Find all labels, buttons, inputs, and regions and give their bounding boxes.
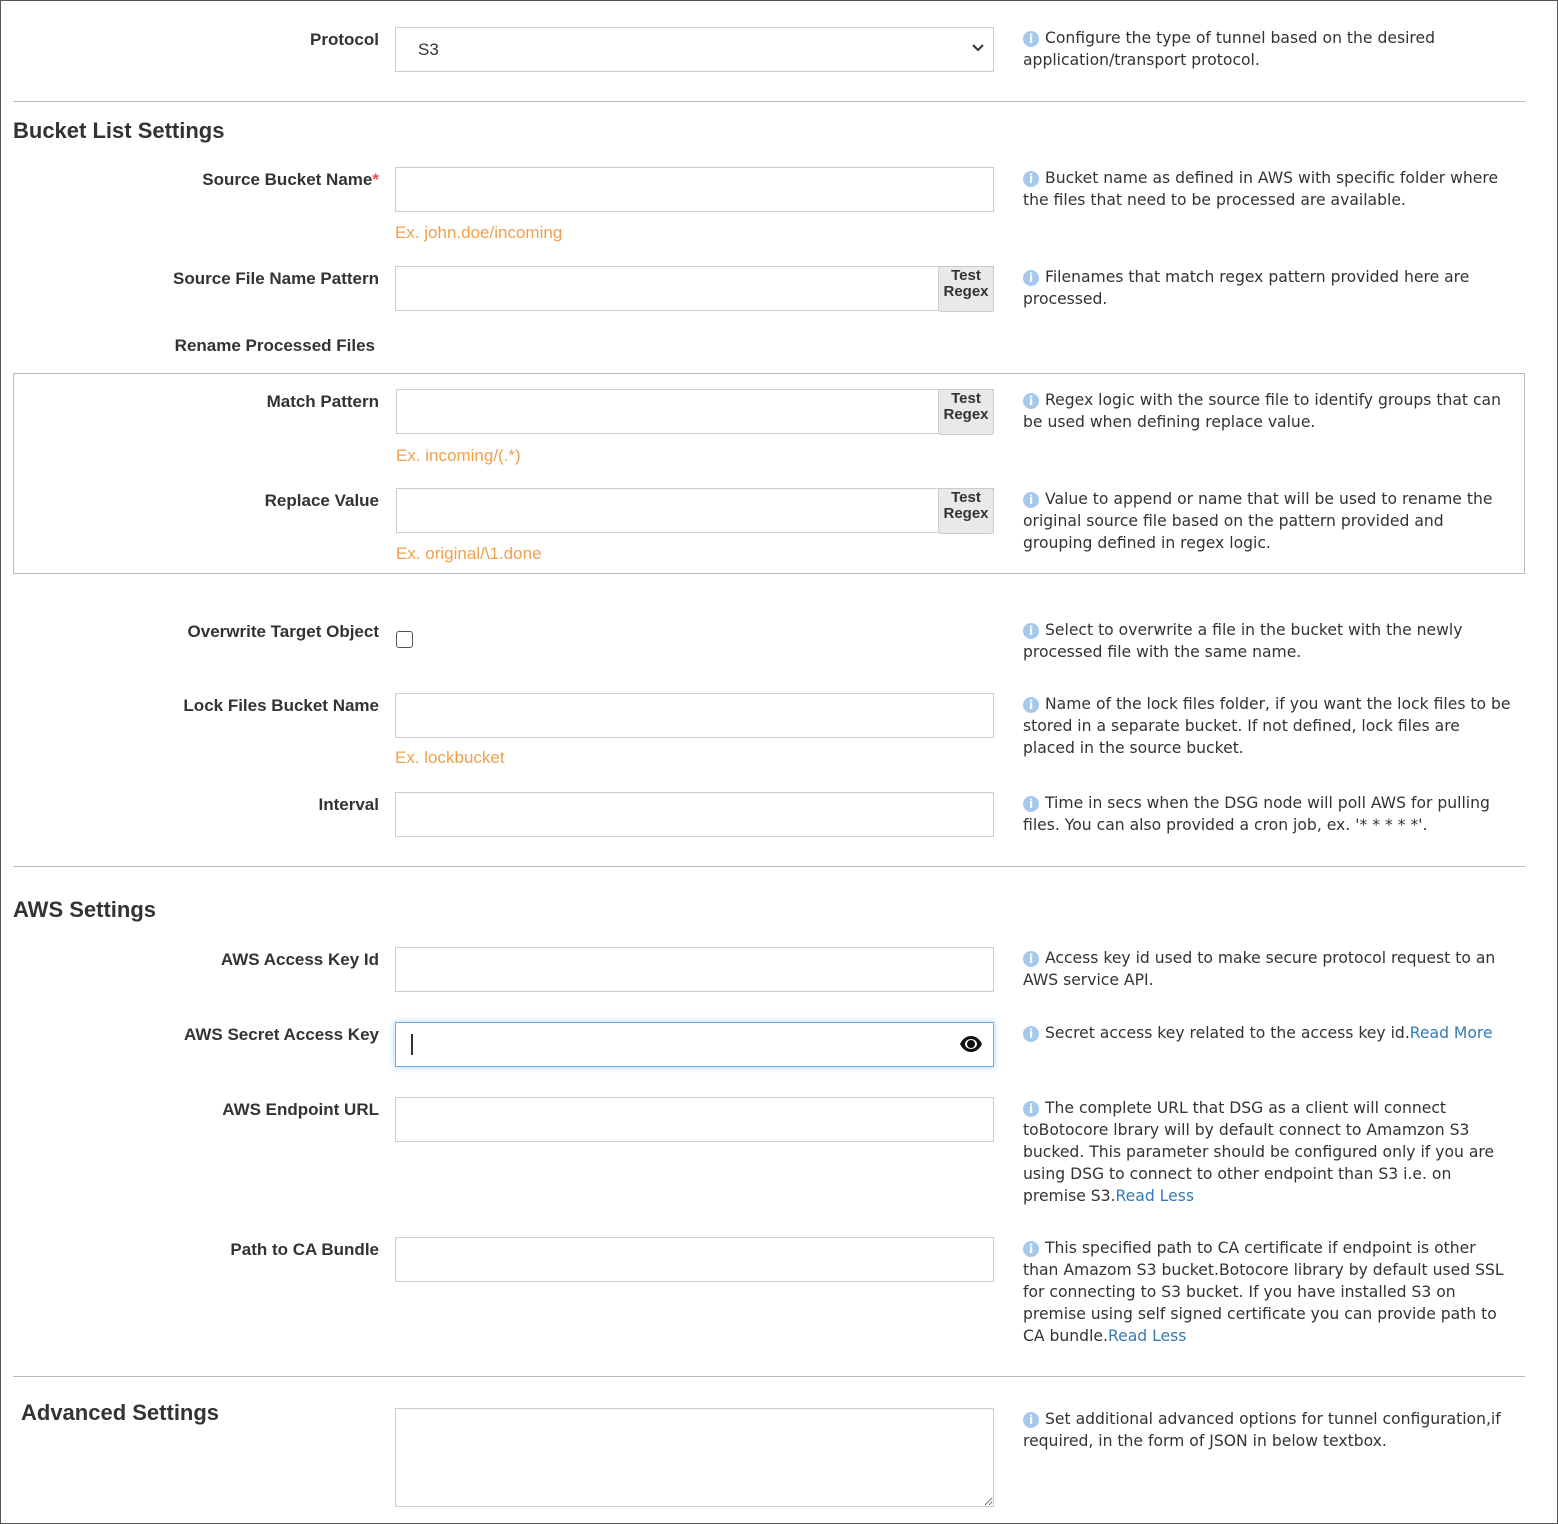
divider bbox=[13, 1376, 1525, 1377]
access-key-input[interactable] bbox=[395, 947, 994, 992]
secret-key-input[interactable] bbox=[395, 1022, 994, 1067]
chevron-down-icon bbox=[971, 40, 985, 54]
info-icon: i bbox=[1023, 171, 1039, 187]
advanced-section-title: Advanced Settings bbox=[21, 1400, 220, 1425]
info-icon: i bbox=[1023, 270, 1039, 286]
replace-value-hint: Ex. original/\1.done bbox=[396, 544, 542, 563]
source-pattern-label: Source File Name Pattern bbox=[173, 269, 379, 288]
match-pattern-input[interactable] bbox=[396, 389, 994, 434]
source-pattern-help: i Filenames that match regex pattern provided here are processed. bbox=[1023, 268, 1470, 308]
info-icon: i bbox=[1023, 1412, 1039, 1428]
secret-key-label: AWS Secret Access Key bbox=[184, 1025, 379, 1044]
text-cursor bbox=[411, 1034, 413, 1055]
aws-section-title: AWS Settings bbox=[13, 897, 157, 922]
endpoint-input[interactable] bbox=[395, 1097, 994, 1142]
ca-bundle-input[interactable] bbox=[395, 1237, 994, 1282]
info-icon: i bbox=[1023, 951, 1039, 967]
info-icon: i bbox=[1023, 623, 1039, 639]
match-pattern-hint: Ex. incoming/(.*) bbox=[396, 446, 521, 465]
source-pattern-input[interactable] bbox=[395, 266, 994, 311]
rename-title: Rename Processed Files bbox=[174, 336, 375, 355]
access-key-help: i Access key id used to make secure protocol request to an AWS service API. bbox=[1023, 949, 1496, 989]
interval-help: i Time in secs when the DSG node will poll AWS for pulling files. You can also provided a cron job, ex. '* * * * *'. bbox=[1023, 794, 1490, 834]
source-bucket-label: Source Bucket Name* bbox=[202, 170, 379, 189]
info-icon: i bbox=[1023, 31, 1039, 47]
read-less-link[interactable]: Read Less bbox=[1107, 1327, 1187, 1345]
lock-bucket-label: Lock Files Bucket Name bbox=[183, 696, 379, 715]
test-regex-button[interactable]: Test Regex bbox=[938, 389, 994, 435]
secret-key-help: i Secret access key related to the access key id.Read More bbox=[1023, 1022, 1515, 1044]
overwrite-help: i Select to overwrite a file in the bucket with the newly processed file with the same name. bbox=[1023, 621, 1463, 661]
interval-label: Interval bbox=[318, 795, 379, 814]
replace-value-label: Replace Value bbox=[264, 491, 379, 510]
lock-bucket-help: i Name of the lock files folder, if you want the lock files to be stored in a separate bucket. If not defined, lock files are placed in the source bucket. bbox=[1023, 695, 1511, 757]
divider bbox=[13, 101, 1525, 102]
info-icon: i bbox=[1023, 393, 1039, 409]
advanced-settings-textarea[interactable] bbox=[395, 1408, 994, 1507]
advanced-help: i Set additional advanced options for tunnel configuration,if required, in the form of JSON in below textbox. bbox=[1023, 1410, 1501, 1450]
match-pattern-help: i Regex logic with the source file to identify groups that can be used when defining replace value. bbox=[1023, 391, 1501, 431]
ca-bundle-label: Path to CA Bundle bbox=[230, 1240, 379, 1259]
access-key-label: AWS Access Key Id bbox=[220, 950, 379, 969]
protocol-value: S3 bbox=[418, 40, 439, 59]
info-icon: i bbox=[1023, 796, 1039, 812]
info-icon: i bbox=[1023, 1026, 1039, 1042]
match-pattern-label: Match Pattern bbox=[266, 392, 379, 411]
protocol-label: Protocol bbox=[310, 30, 379, 49]
info-icon: i bbox=[1023, 492, 1039, 508]
protocol-help: i Configure the type of tunnel based on the desired application/transport protocol. bbox=[1023, 29, 1435, 69]
bucket-section-title: Bucket List Settings bbox=[13, 118, 225, 143]
source-bucket-input[interactable] bbox=[395, 167, 994, 212]
test-regex-button[interactable]: Test Regex bbox=[938, 488, 994, 534]
ca-bundle-help: i This specified path to CA certificate if endpoint is other than Amazom S3 bucket.Botocore library by default used SSL for connecting to S3 bucket. If you have installed S3 on premise using self signed certificate you can provide path to CA bundle.Read Less bbox=[1023, 1239, 1504, 1345]
read-less-link[interactable]: Read Less bbox=[1115, 1187, 1194, 1205]
protocol-select[interactable] bbox=[395, 27, 994, 72]
endpoint-label: AWS Endpoint URL bbox=[222, 1100, 379, 1119]
endpoint-help: i The complete URL that DSG as a client will connect toBotocore lbrary will by default connect to Amamzon S3 bucked. This parameter should be configured only if you are using DSG to connect to other endpoint than S3 i.e. on premise S3.Read Less bbox=[1023, 1099, 1495, 1205]
lock-bucket-hint: Ex. lockbucket bbox=[395, 748, 505, 767]
replace-value-help: i Value to append or name that will be used to rename the original source file based on the pattern provided and grouping defined in regex logic. bbox=[1023, 490, 1493, 552]
divider bbox=[13, 866, 1525, 867]
overwrite-checkbox[interactable] bbox=[396, 631, 413, 648]
lock-bucket-input[interactable] bbox=[395, 693, 994, 738]
test-regex-button[interactable]: Test Regex bbox=[938, 266, 994, 312]
read-more-link[interactable]: Read More bbox=[1409, 1024, 1493, 1042]
eye-icon[interactable] bbox=[959, 1035, 983, 1053]
info-icon: i bbox=[1023, 1241, 1039, 1257]
source-bucket-hint: Ex. john.doe/incoming bbox=[395, 223, 563, 242]
overwrite-label: Overwrite Target Object bbox=[187, 622, 379, 641]
replace-value-input[interactable] bbox=[396, 488, 994, 533]
info-icon: i bbox=[1023, 697, 1039, 713]
info-icon: i bbox=[1023, 1101, 1039, 1117]
interval-input[interactable] bbox=[395, 792, 994, 837]
source-bucket-help: i Bucket name as defined in AWS with specific folder where the files that need to be processed are available. bbox=[1023, 169, 1499, 209]
